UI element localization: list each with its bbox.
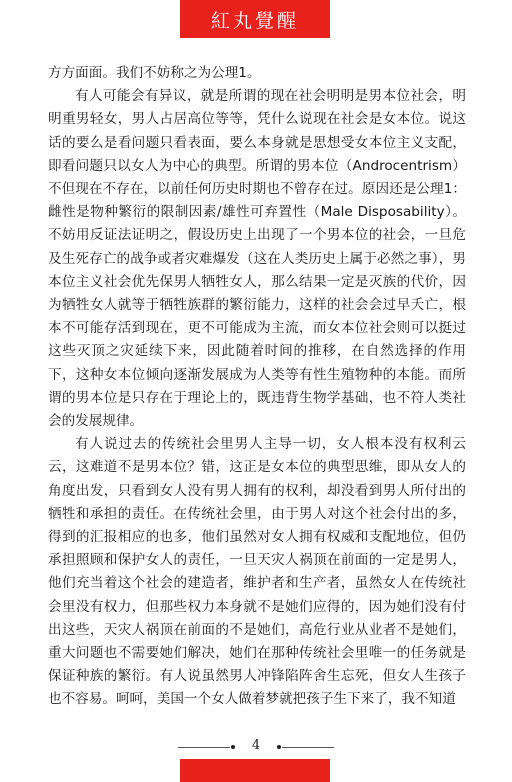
page-footer [0,735,512,759]
page-number: 4 [251,738,261,753]
paragraph-2: 有人可能会有异议，就是所谓的现在社会明明是男本位社会，明明重男轻女，男人占居高位等等，凭什么说现在社会是女本位。说这话的要么是看问题只看表面，要么本身就是思想受女本位主义支配，即看问题只以女人为中心的典型。所谓的男本位（Androcentrism）不但现在不存在，以前任何历史时期也不曾存在过。原因还是公理1：雌性是物种繁衍的限制因素/雄性可弃置性（Male Disposability）。不妨用反证法证明之，假设历史上出现了一个男本位的社会，一旦危及生死存亡的战争或者灾难爆发（这在人类历史上属于必然之事），男本位主义社会优先保男人牺牲女人，那么结果一定是灭族的代价，因为牺牲女人就等于牺牲族群的繁衍能力，这样的社会会过早夭亡，根本不可能存活到现在，更不可能成为主流，而女本位社会则可以挺过这些灭顶之灾延续下来，因此随着时间的推移，在自然选择的作用下，这种女本位倾向逐渐发展成为人类等有性生殖物种的本能。而所谓的男本位是只存在于理论上的，既违背生物学基础，也不符人类社会的发展规律。 [48,88,466,430]
paragraph-1: 方方面面。我们不妨称之为公理1。 [48,65,261,81]
paragraph-3: 有人说过去的传统社会里男人主导一切，女人根本没有权利云云，这难道不是男本位？错，这正是女本位的典型思维，即从女人的角度出发，只看到女人没有男人拥有的权利，却没看到男人所付出的牺牲和承担的责任。在传统社会里，由于男人对这个社会付出的多，得到的汇报相应的也多，他们虽然对女人拥有权威和支配地位，但仍承担照顾和保护女人的责任，一旦天灾人祸顶在前面的一定是男人，他们充当着这个社会的建造者，维护者和生产者，虽然女人在传统社会里没有权力，但那些权力本身就不是她们应得的，因为她们没有付出这些，天灾人祸顶在前面的不是她们，高危行业从业者不是她们，重大问题也不需要她们解决，她们在那种传统社会里唯一的任务就是保证种族的繁衍。有人说虽然男人冲锋陷阵舍生忘死，但女人生孩子也不容易。呵呵，美国一个女人做着梦就把孩子生下来了，我不知道 [48,436,466,708]
page-body [48,62,466,712]
book-title: 紅丸覺醒 [210,9,299,32]
footer-rule-right [282,747,334,748]
footer-banner [180,759,330,782]
header-banner [180,0,330,38]
footer-dot-right [277,745,281,749]
